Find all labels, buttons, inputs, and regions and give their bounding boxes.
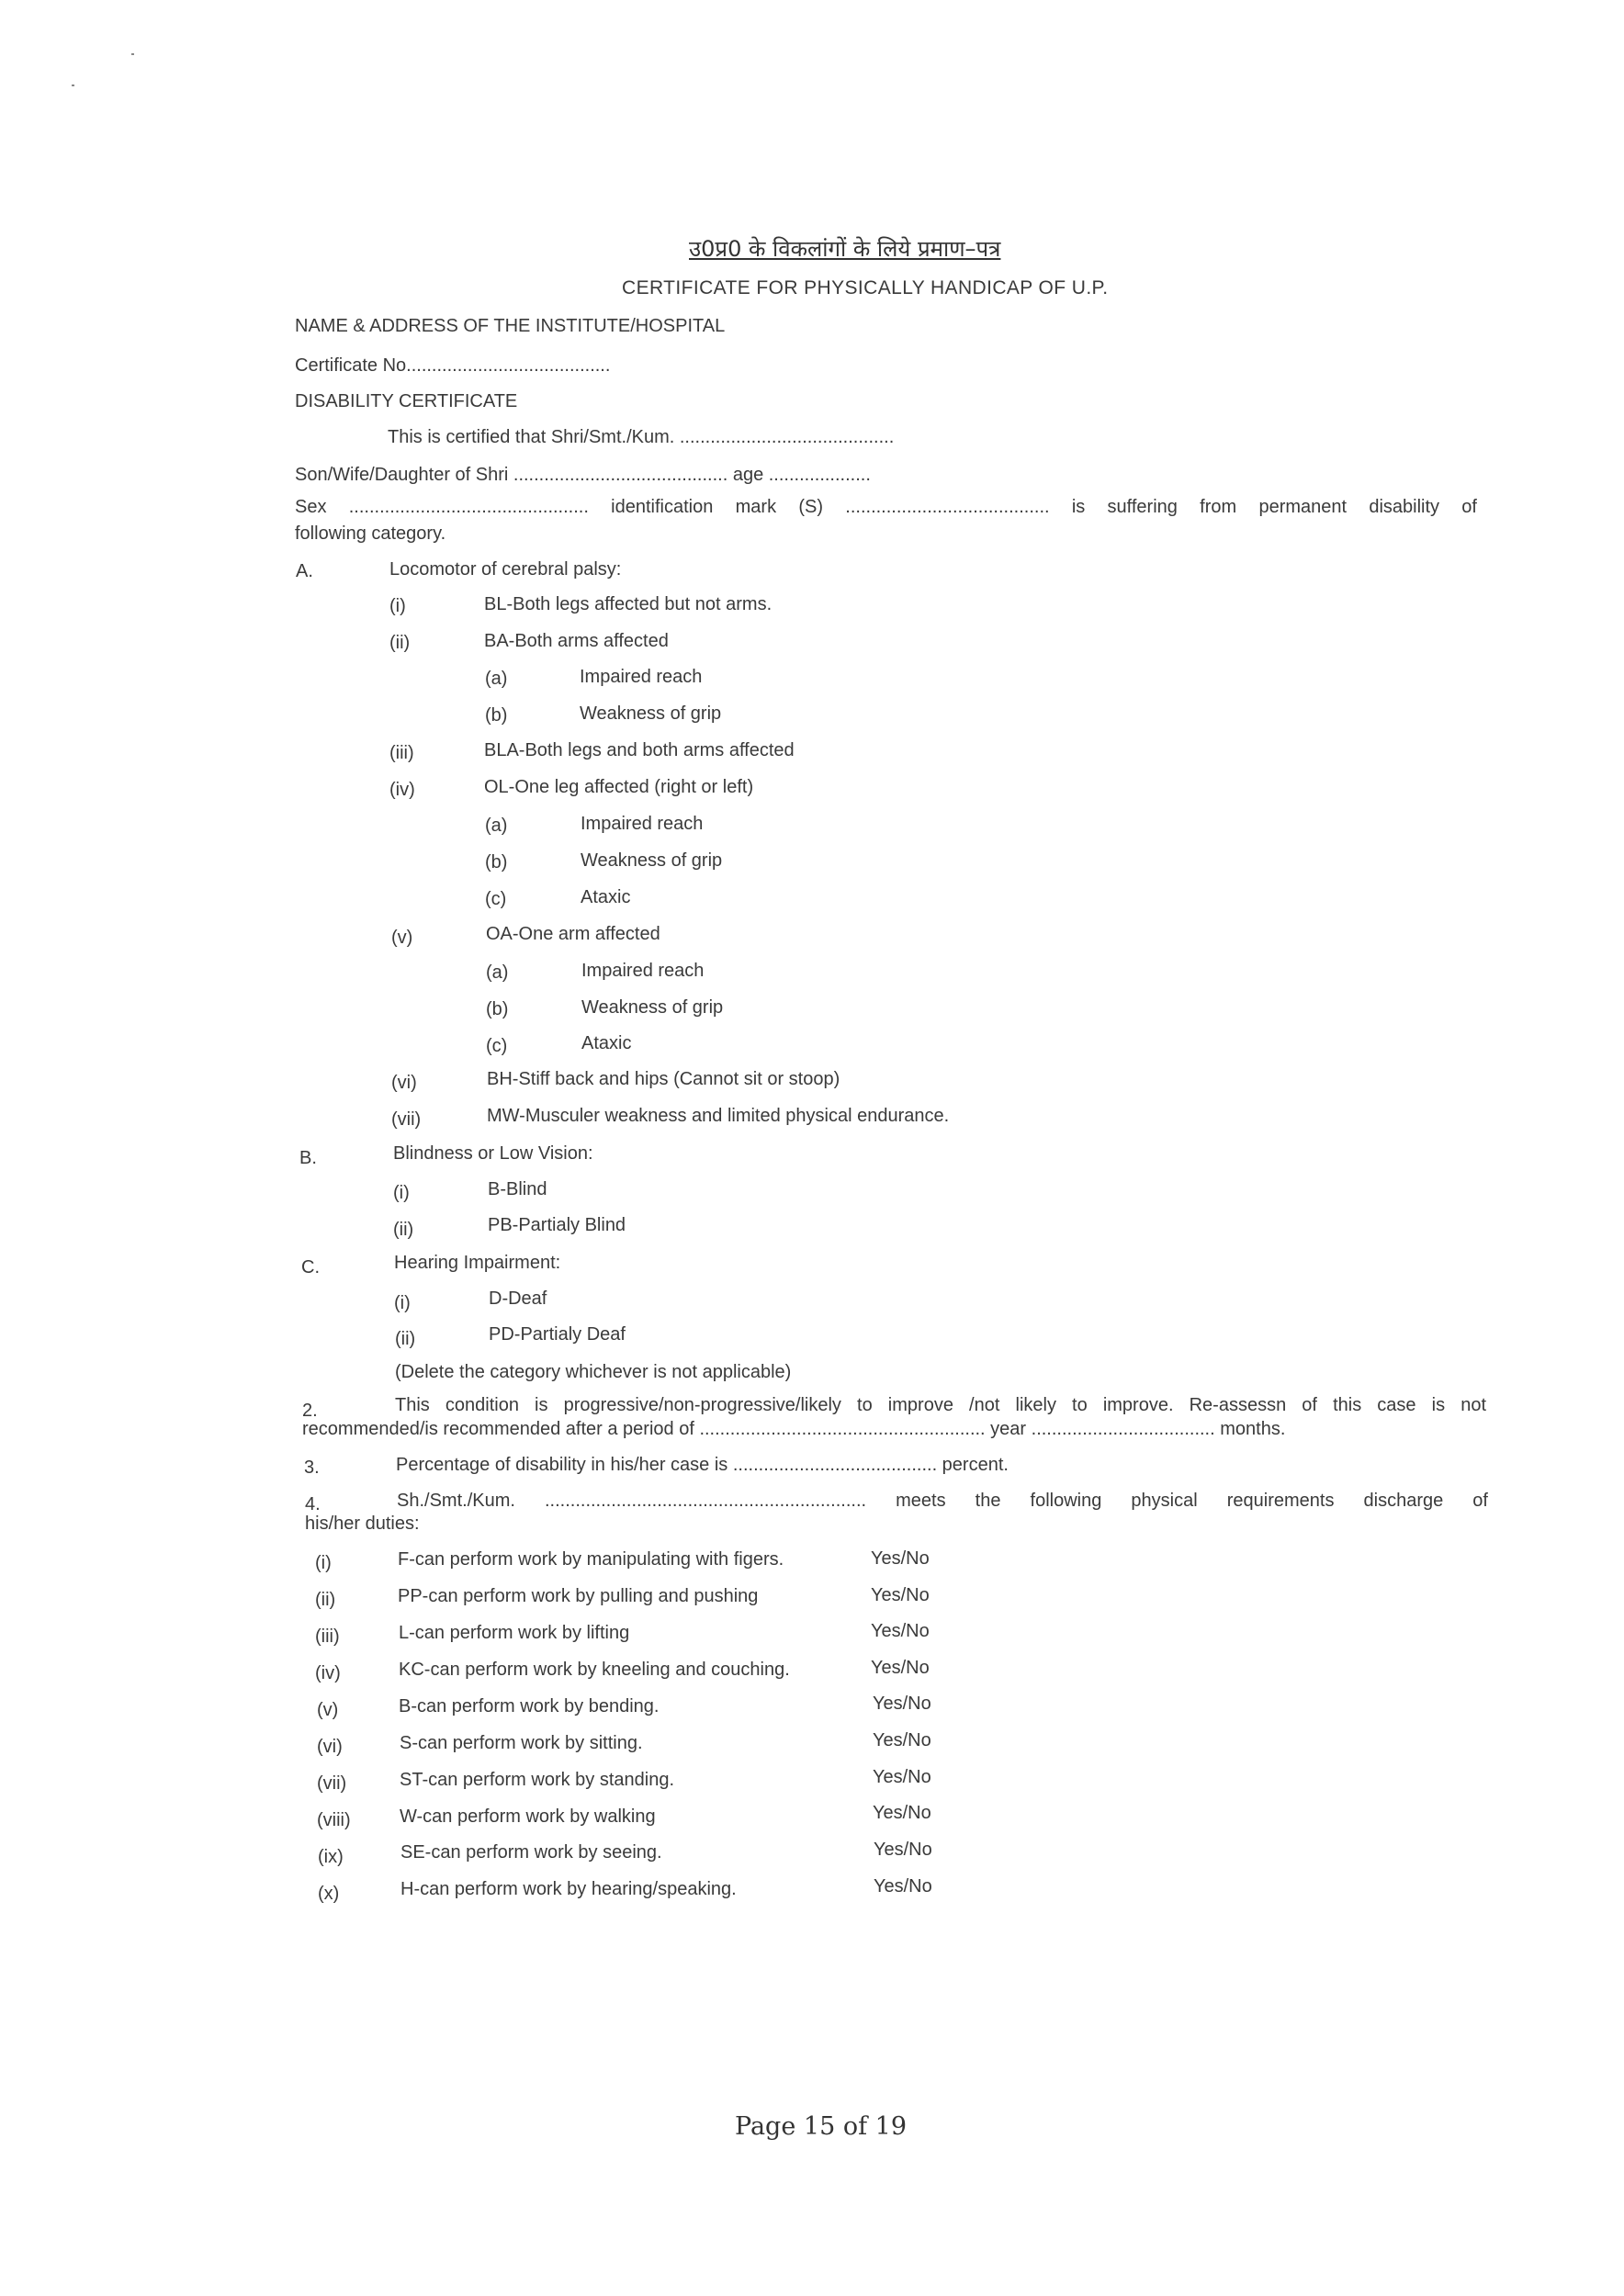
req-num: (x) (318, 1884, 340, 1904)
req-text: F-can perform work by manipulating with figers. (398, 1549, 784, 1570)
req-text: S-can perform work by sitting. (400, 1733, 643, 1753)
hindi-title: उ0प्र0 के विकलांगों के लिये प्रमाण–पत्र (689, 236, 1001, 262)
item-text: B-Blind (488, 1179, 547, 1199)
req-num: (vii) (317, 1773, 347, 1794)
req-text: W-can perform work by walking (400, 1806, 656, 1827)
section-b-marker: B. (299, 1148, 317, 1168)
scan-speck (72, 84, 74, 86)
subitem-num: (c) (485, 889, 507, 909)
item-text: PB-Partialy Blind (488, 1215, 626, 1235)
item-text: BA-Both arms affected (484, 631, 669, 651)
subitem-text: Impaired reach (580, 667, 703, 687)
req-text: L-can perform work by lifting (399, 1623, 630, 1643)
para2-line1: This condition is progressive/non-progressive/likely to improve /not likely to improve. Re-assessn of this case is not (395, 1395, 1486, 1415)
req-answer: Yes/No (873, 1694, 931, 1714)
para4-line1: Sh./Smt./Kum. ............................................................... meets the following physical requirements discharge of (397, 1491, 1488, 1511)
sex-line: Sex ............................................... identification mark (S) ........................................ is suffering from permanent disability of (295, 497, 1477, 517)
req-answer: Yes/No (871, 1621, 930, 1641)
item-num: (i) (389, 596, 406, 616)
subitem-num: (a) (486, 962, 509, 983)
req-num: (ii) (315, 1590, 336, 1610)
item-num: (vi) (391, 1073, 417, 1093)
para2-num: 2. (302, 1401, 318, 1421)
req-text: KC-can perform work by kneeling and couching. (399, 1660, 790, 1680)
section-a-heading: Locomotor of cerebral palsy: (389, 559, 622, 580)
item-num: (vii) (391, 1109, 422, 1130)
req-text: B-can perform work by bending. (399, 1696, 660, 1716)
english-title: CERTIFICATE FOR PHYSICALLY HANDICAP OF U.P. (622, 277, 1109, 298)
req-answer: Yes/No (874, 1876, 932, 1896)
subitem-num: (a) (485, 816, 508, 836)
section-c-marker: C. (301, 1257, 320, 1277)
req-answer: Yes/No (871, 1658, 930, 1678)
subitem-text: Ataxic (581, 887, 631, 907)
req-num: (viii) (317, 1810, 351, 1830)
following-category: following category. (295, 523, 446, 544)
req-answer: Yes/No (873, 1803, 931, 1823)
son-wife-line: Son/Wife/Daughter of Shri .......................................... age .................... (295, 465, 871, 485)
req-text: H-can perform work by hearing/speaking. (400, 1879, 737, 1899)
subitem-num: (b) (486, 999, 509, 1019)
item-text: BLA-Both legs and both arms affected (484, 740, 795, 760)
subitem-num: (b) (485, 705, 508, 726)
certified-line: This is certified that Shri/Smt./Kum. .......................................... (388, 427, 895, 447)
subitem-text: Weakness of grip (581, 997, 724, 1018)
category-note: (Delete the category whichever is not applicable) (395, 1362, 792, 1382)
item-num: (v) (391, 928, 413, 948)
scan-speck (131, 53, 134, 55)
req-num: (iii) (315, 1626, 340, 1647)
section-c-heading: Hearing Impairment: (394, 1253, 561, 1273)
item-num: (iii) (389, 743, 414, 763)
subitem-num: (c) (486, 1036, 508, 1056)
item-text: BH-Stiff back and hips (Cannot sit or stoop) (487, 1069, 840, 1089)
item-text: OA-One arm affected (486, 924, 660, 944)
req-text: ST-can perform work by standing. (400, 1770, 675, 1790)
item-text: MW-Musculer weakness and limited physical endurance. (487, 1106, 950, 1126)
subitem-num: (b) (485, 852, 508, 872)
subitem-text: Weakness of grip (580, 703, 722, 724)
req-text: PP-can perform work by pulling and pushing (398, 1586, 759, 1606)
item-num: (ii) (395, 1329, 416, 1349)
req-answer: Yes/No (874, 1840, 932, 1860)
req-num: (i) (315, 1553, 332, 1573)
item-num: (i) (393, 1183, 410, 1203)
subitem-text: Impaired reach (581, 961, 705, 981)
disability-certificate-heading: DISABILITY CERTIFICATE (295, 391, 518, 411)
req-answer: Yes/No (871, 1548, 930, 1569)
req-num: (vi) (317, 1737, 343, 1757)
item-num: (ii) (389, 633, 411, 653)
req-answer: Yes/No (871, 1585, 930, 1605)
para4-num: 4. (305, 1494, 321, 1514)
req-answer: Yes/No (873, 1767, 931, 1787)
item-text: OL-One leg affected (right or left) (484, 777, 754, 797)
subitem-text: Ataxic (581, 1033, 632, 1053)
item-text: PD-Partialy Deaf (489, 1324, 626, 1345)
item-num: (iv) (389, 780, 415, 800)
item-num: (ii) (393, 1220, 414, 1240)
req-num: (v) (317, 1700, 339, 1720)
item-text: BL-Both legs affected but not arms. (484, 594, 773, 614)
item-num: (i) (394, 1293, 411, 1313)
institute-label: NAME & ADDRESS OF THE INSTITUTE/HOSPITAL (295, 316, 726, 336)
section-b-heading: Blindness or Low Vision: (393, 1143, 593, 1164)
req-num: (iv) (315, 1663, 341, 1683)
page-number: Page 15 of 19 (735, 2112, 908, 2141)
certificate-no-field: Certificate No........................................ (295, 355, 611, 376)
subitem-num: (a) (485, 669, 508, 689)
subitem-text: Impaired reach (581, 814, 704, 834)
para2-line2: recommended/is recommended after a period of ........................................................ year .................................... months. (302, 1419, 1286, 1439)
para3-num: 3. (304, 1458, 320, 1478)
para4-line2: his/her duties: (305, 1514, 420, 1534)
req-answer: Yes/No (873, 1730, 931, 1750)
subitem-text: Weakness of grip (581, 850, 723, 871)
req-text: SE-can perform work by seeing. (400, 1842, 662, 1863)
item-text: D-Deaf (489, 1289, 547, 1309)
para3-text: Percentage of disability in his/her case is ........................................ percent. (396, 1455, 1009, 1475)
req-num: (ix) (318, 1847, 344, 1867)
section-a-marker: A. (296, 561, 313, 581)
